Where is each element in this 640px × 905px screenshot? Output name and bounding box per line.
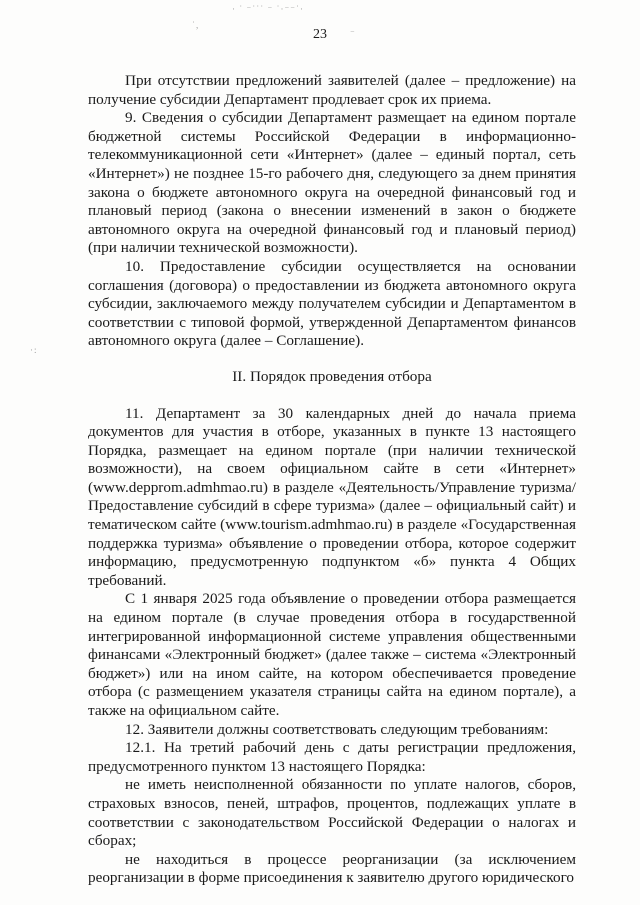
paragraph: 10. Предоставление субсидии осуществляется на основании соглашения (договора) о предоставлении из бюджета автономного округа субсидии, заключаемого между получателем субсидии и Департаментом в соответствии с типовой формой, утвержденной Департаментом финансов автономного округа (далее – Соглашение). <box>88 257 576 350</box>
scan-artifact: ˙, <box>192 20 200 30</box>
scan-artifact: · ˙ ⁻˙˙˙ ⁻ ˙·⁻⁻˙· <box>232 4 304 14</box>
paragraph: 12.1. На третий рабочий день с даты регистрации предложения, предусмотренного пунктом 13 настоящего Порядка: <box>88 739 576 775</box>
paragraph: 12. Заявители должны соответствовать следующим требованиям: <box>125 720 549 738</box>
section-heading: II. Порядок проведения отбора <box>232 367 432 385</box>
paragraph: не находиться в процессе реорганизации (за исключением реорганизации в форме присоединения к заявителю другого юридического <box>88 850 576 887</box>
paragraph: С 1 января 2025 года объявление о проведении отбора размещается на едином портале (в случае проведения отбора в государственной интегрированной информационной системе управления общественными финансами «Электронный бюджет» (далее также – система «Электронный бюджет») или на ином сайте, на котором обеспечивается проведение отбора (с размещением указателя страницы сайта на едином портале), а также на официальном сайте. <box>88 590 576 719</box>
scan-artifact: ·: <box>30 345 38 355</box>
document-body <box>88 72 576 888</box>
page-number: 23 <box>313 27 327 42</box>
paragraph: 9. Сведения о субсидии Департамент размещает на едином портале бюджетной системы Российской Федерации в информационно-телекоммуникационной сети «Интернет» (далее – единый портал, сеть «Интернет») не позднее 15-го рабочего дня, следующего за днем принятия закона о бюджете автономного округа на очередной финансовый год и плановый период (закона о внесении изменений в закон о бюджете автономного округа на очередной финансовый год и плановый период) (при наличии технической возможности). <box>88 109 576 257</box>
paragraph: При отсутствии предложений заявителей (далее – предложение) на получение субсидии Департамент продлевает срок их приема. <box>88 72 576 108</box>
scan-artifact: ⁻ <box>350 28 356 38</box>
paragraph: не иметь неисполненной обязанности по уплате налогов, сборов, страховых взносов, пеней, штрафов, процентов, подлежащих уплате в соответствии с законодательством Российской Федерации о налогах и сборах; <box>88 776 576 850</box>
paragraph: 11. Департамент за 30 календарных дней до начала приема документов для участия в отборе, указанных в пункте 13 настоящего Порядка, размещает на едином портале (при наличии технической возможности), на своем официальном сайте в сети «Интернет» (www.depprom.admhmao.ru) в разделе «Деятельность/Управление туризма/Предоставление субсидий в сфере туризма» (далее – официальный сайт) и тематическом сайте (www.tourism.admhmao.ru) в разделе «Государственная поддержка туризма» объявление о проведении отбора, которое содержит информацию, предусмотренную подпунктом «б» пункта 4 Общих требований. <box>88 404 576 589</box>
